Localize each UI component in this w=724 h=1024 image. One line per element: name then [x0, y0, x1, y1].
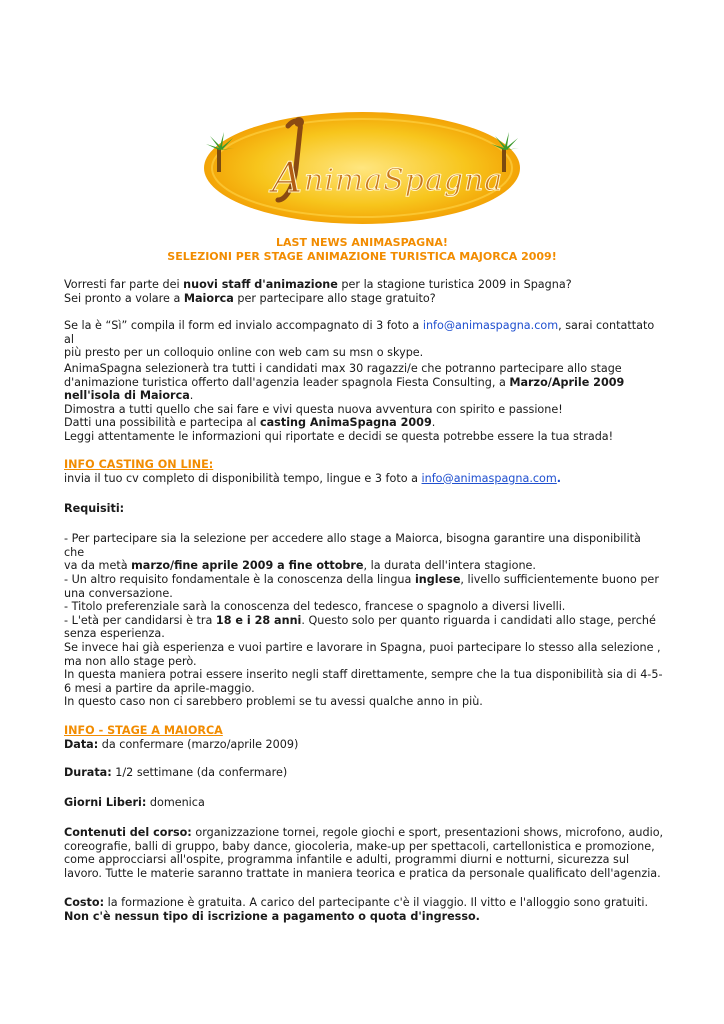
headline-line-1: LAST NEWS ANIMASPAGNA! — [276, 236, 448, 249]
requisiti-title: Requisiti: — [64, 502, 125, 515]
stage-giorni: Giorni Liberi: domenica — [64, 796, 205, 809]
casting-email-link[interactable]: info@animaspagna.com — [421, 471, 557, 485]
intro-block — [64, 278, 664, 305]
email-link[interactable]: info@animaspagna.com — [422, 319, 559, 332]
stage-data: Data: da confermare (marzo/aprile 2009) — [64, 737, 299, 751]
logo-text: nimaSpagna — [304, 163, 504, 198]
requisiti-block-2: - Un altro requisito fondamentale è la conoscenza della lingua inglese, livello sufficientemente buono per una conversazione. - Titolo preferenziale sarà la conoscenza del tedesco, francese o spagnolo a diversi livelli. - L'età per candidarsi è tra 18 e i 28 anni. Questo solo per quanto riguarda i candidati allo stage, perché senza esperienza. Se invece hai già esperienza e vuoi partire e lavorare in Spagna, puoi partecipare lo stesso alla selezione , ma non allo stage però. In questa maniera potrai essere inserito negli staff direttamente, sempre che la tua disponibilità sia di 4-5- 6 mesi a partire da aprile-maggio. In questo caso non ci sarebbero problemi se tu avessi qualche anno in più. — [64, 573, 663, 709]
stage-contenuti: Contenuti del corso: organizzazione tornei, regole giochi e sport, presentazioni shows, microfono, audio, coreografie, balli di gruppo, baby dance, giocoleria, make-up per spettacoli, cartellonistica e promozione, come approcciarsi all'ospite, programma infantile e adulti, programmi diurni e notturni, sicurezza sul lavoro. Tutte le materie saranno trattate in maniera teorica e pratica da personale qualificato dell'agenzia. — [64, 826, 664, 880]
animaspagna-logo — [200, 108, 524, 228]
stage-durata: Durata: 1/2 settimane (da confermare) — [64, 766, 288, 779]
stage-block — [64, 724, 664, 751]
intro-form-block: Se la è “Sì” compila il form ed invialo accompagnato di 3 foto a info@animaspagna.com, sarai contattato al più presto per un colloquio online con web cam su msn o skype. — [64, 319, 655, 360]
intro-line-1: Vorresti far parte dei nuovi staff d'animazione per la stagione turistica 2009 in Spagna? — [64, 278, 572, 291]
logo-letter-a: A — [272, 153, 303, 202]
stage-costo: Costo: la formazione è gratuita. A carico del partecipante c'è il viaggio. Il vitto e l'alloggio sono gratuiti. Non c'è nessun tipo di iscrizione a pagamento o quota d'ingresso. — [64, 896, 649, 923]
headline-line-2: SELEZIONI PER STAGE ANIMAZIONE TURISTICA MAJORCA 2009! — [167, 250, 557, 263]
stage-title: INFO - STAGE A MAIORCA — [64, 724, 223, 737]
casting-title: INFO CASTING ON LINE: — [64, 458, 214, 471]
body-block: AnimaSpagna selezionerà tra tutti i candidati max 30 ragazzi/e che potranno partecipare allo stage d'animazione turistica offerto dall'agenzia leader spagnola Fiesta Consulting, a Marzo/Aprile 2009 nell'isola di Maiorca. Dimostra a tutti quello che sai fare e vivi questa nuova avventura con spirito e passione! Datti una possibilità e partecipa al casting AnimaSpagna 2009. Leggi attentamente le informazioni qui riportate e decidi se questa potrebbe essere la tua strada! — [64, 362, 625, 443]
casting-block: INFO CASTING ON LINE: invia il tuo cv completo di disponibilità tempo, lingue e 3 foto a info@animaspagna.com. — [64, 458, 562, 485]
intro-line-2: Sei pronto a volare a Maiorca per partecipare allo stage gratuito? — [64, 291, 436, 305]
requisiti-block-1: - Per partecipare sia la selezione per accedere allo stage a Maiorca, bisogna garantire una disponibilità che va da metà marzo/fine aprile 2009 a fine ottobre, la durata dell'intera stagione. — [64, 532, 641, 573]
